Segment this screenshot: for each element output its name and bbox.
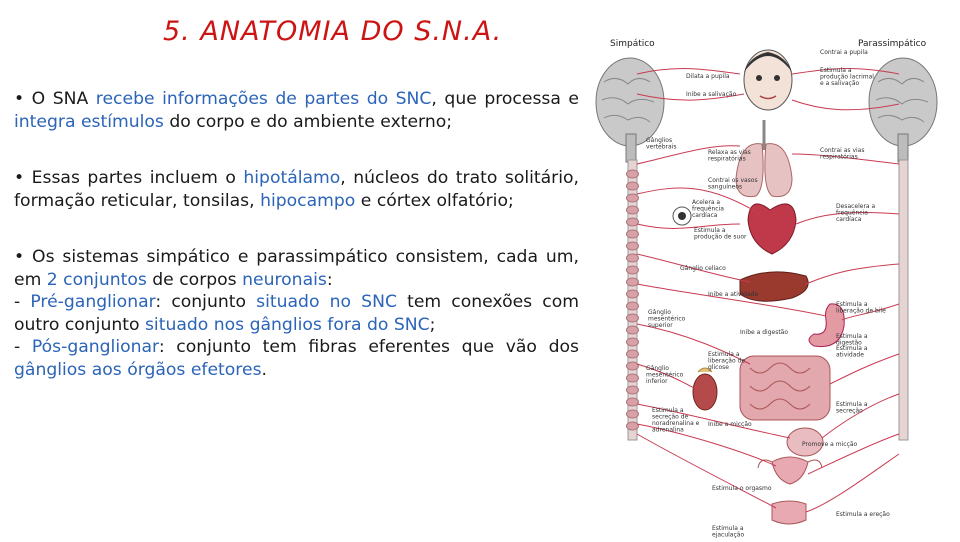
figure-label: Gânglios vertebrais [646,137,677,151]
ganglion-icon [627,194,639,202]
highlighted-term: integra estímulos [14,111,164,132]
intestines-icon [740,356,830,420]
highlighted-term: neuronais [242,269,327,290]
ganglion-icon [627,350,639,358]
figure-label: Estimula a ejaculação [712,525,745,538]
figure-label: Estimula a atividade [836,345,868,359]
eye-icon [673,207,691,225]
autonomic-nervous-system-illustration [590,34,950,538]
ganglion-icon [627,206,639,214]
figure-label: Inibe a salivação [686,91,737,98]
figure-label: Gânglio mesentérico inferior [646,365,684,385]
text-segment: - [14,337,32,357]
header-simpatico: Simpático [610,39,655,49]
ganglion-icon [627,290,639,298]
ganglion-icon [627,422,639,430]
figure-label: Estimula a secreção [836,401,868,415]
uterus-icon [758,457,822,484]
ganglion-icon [627,374,639,382]
ganglion-icon [627,254,639,262]
ganglion-icon [627,338,639,346]
header-parassimpatico: Parassimpático [858,39,927,49]
body-text [14,88,579,381]
ganglion-icon [627,314,639,322]
figure-label: Relaxa as vias respiratórias [708,149,751,163]
highlighted-term: gânglios aos órgãos efetores [14,359,262,380]
ganglion-icon [627,302,639,310]
ganglion-icon [627,170,639,178]
text-segment: . [261,359,267,380]
text-segment: , núcleos do trato solitário, formação reticular, tonsilas, [14,168,579,211]
paragraph-partes [14,167,579,212]
figure-label: Estimula a produção de suor [694,227,747,241]
figure-label: Dilata a pupila [686,73,730,80]
text-segment: : conjunto [155,292,257,312]
paragraph-sna-informacoes [14,88,579,133]
brain-right-icon [869,58,937,162]
figure-label: Contrai as vias respiratórias [820,147,865,161]
text-segment: ; [429,314,436,335]
figure-label: Estimula a digestão [836,333,868,347]
ganglion-icon [627,230,639,238]
highlighted-term: recebe informações de partes do SNC [95,89,432,109]
figure-label: Gânglio celíaco [680,265,726,272]
ganglion-icon [627,182,639,190]
ganglion-icon [627,386,639,394]
highlighted-term: hipocampo [260,190,356,211]
spinal-cord-left-icon [627,160,639,440]
text-segment: , que processa e [431,89,579,109]
text-segment: • Os sistemas simpático e parassimpático consistem, cada um, em [14,247,579,290]
figure-label: Desacelera a frequência cardíaca [836,203,876,223]
figure-label: Contrai os vasos sanguíneos [708,177,758,191]
text-segment: e córtex olfatório; [355,190,514,211]
highlighted-term: hipotálamo [243,168,341,188]
highlighted-term: situado nos gânglios fora do SNC [144,314,430,335]
highlighted-term: situado no SNC [256,292,397,312]
figure-label: Inibe a atividade [708,291,759,298]
text-segment: de corpos [146,269,243,290]
ganglion-icon [627,266,639,274]
ganglion-icon [627,242,639,250]
ganglion-icon [627,410,639,418]
text-segment: • Essas partes incluem o [14,168,244,188]
ganglion-icon [627,362,639,370]
ganglion-icon [627,326,639,334]
text-segment: do corpo e do ambiente externo; [163,111,453,132]
figure-label: Inibe a digestão [740,329,789,336]
text-segment: • O SNA [14,89,96,109]
figure-label: Estimula a liberação de bile [836,301,886,315]
figure-label: Inibe a micção [708,421,752,428]
highlighted-term: Pré-ganglionar [30,292,156,312]
figure-label: Contrai a pupila [820,49,868,56]
highlighted-term: Pós-ganglionar [31,337,159,357]
ganglion-icon [627,278,639,286]
text-segment: : [326,269,333,290]
ganglion-icon [627,398,639,406]
spinal-cord-right-icon [899,160,908,440]
highlighted-term: 2 conjuntos [46,269,147,290]
figure-label: Estimula o orgasmo [712,485,772,492]
reproductive-organ-icon [772,501,806,524]
face-icon [744,50,792,110]
text-segment: - [14,292,31,312]
figure-label: Acelera a frequência cardíaca [692,199,724,219]
ganglion-icon [627,218,639,226]
text-segment: tem conexões com outro conjunto [14,292,579,335]
paragraph-sistemas [14,246,579,381]
figure-label: Estimula a produção lacrimal e a salivação [820,67,874,87]
slide-title: 5. ANATOMIA DO S.N.A. [163,16,503,47]
ans-diagram [590,34,950,538]
figure-label: Estimula a liberação de glicose [708,351,746,371]
figure-label: Promove a micção [802,441,858,448]
figure-label: Estimula a secreção de noradrenalina e adrenalina [652,407,700,434]
figure-label: Estimula a ereção [836,511,890,518]
figure-label: Gânglio mesentérico superior [648,309,686,329]
text-segment: : conjunto tem fibras eferentes que vão dos [158,337,580,357]
